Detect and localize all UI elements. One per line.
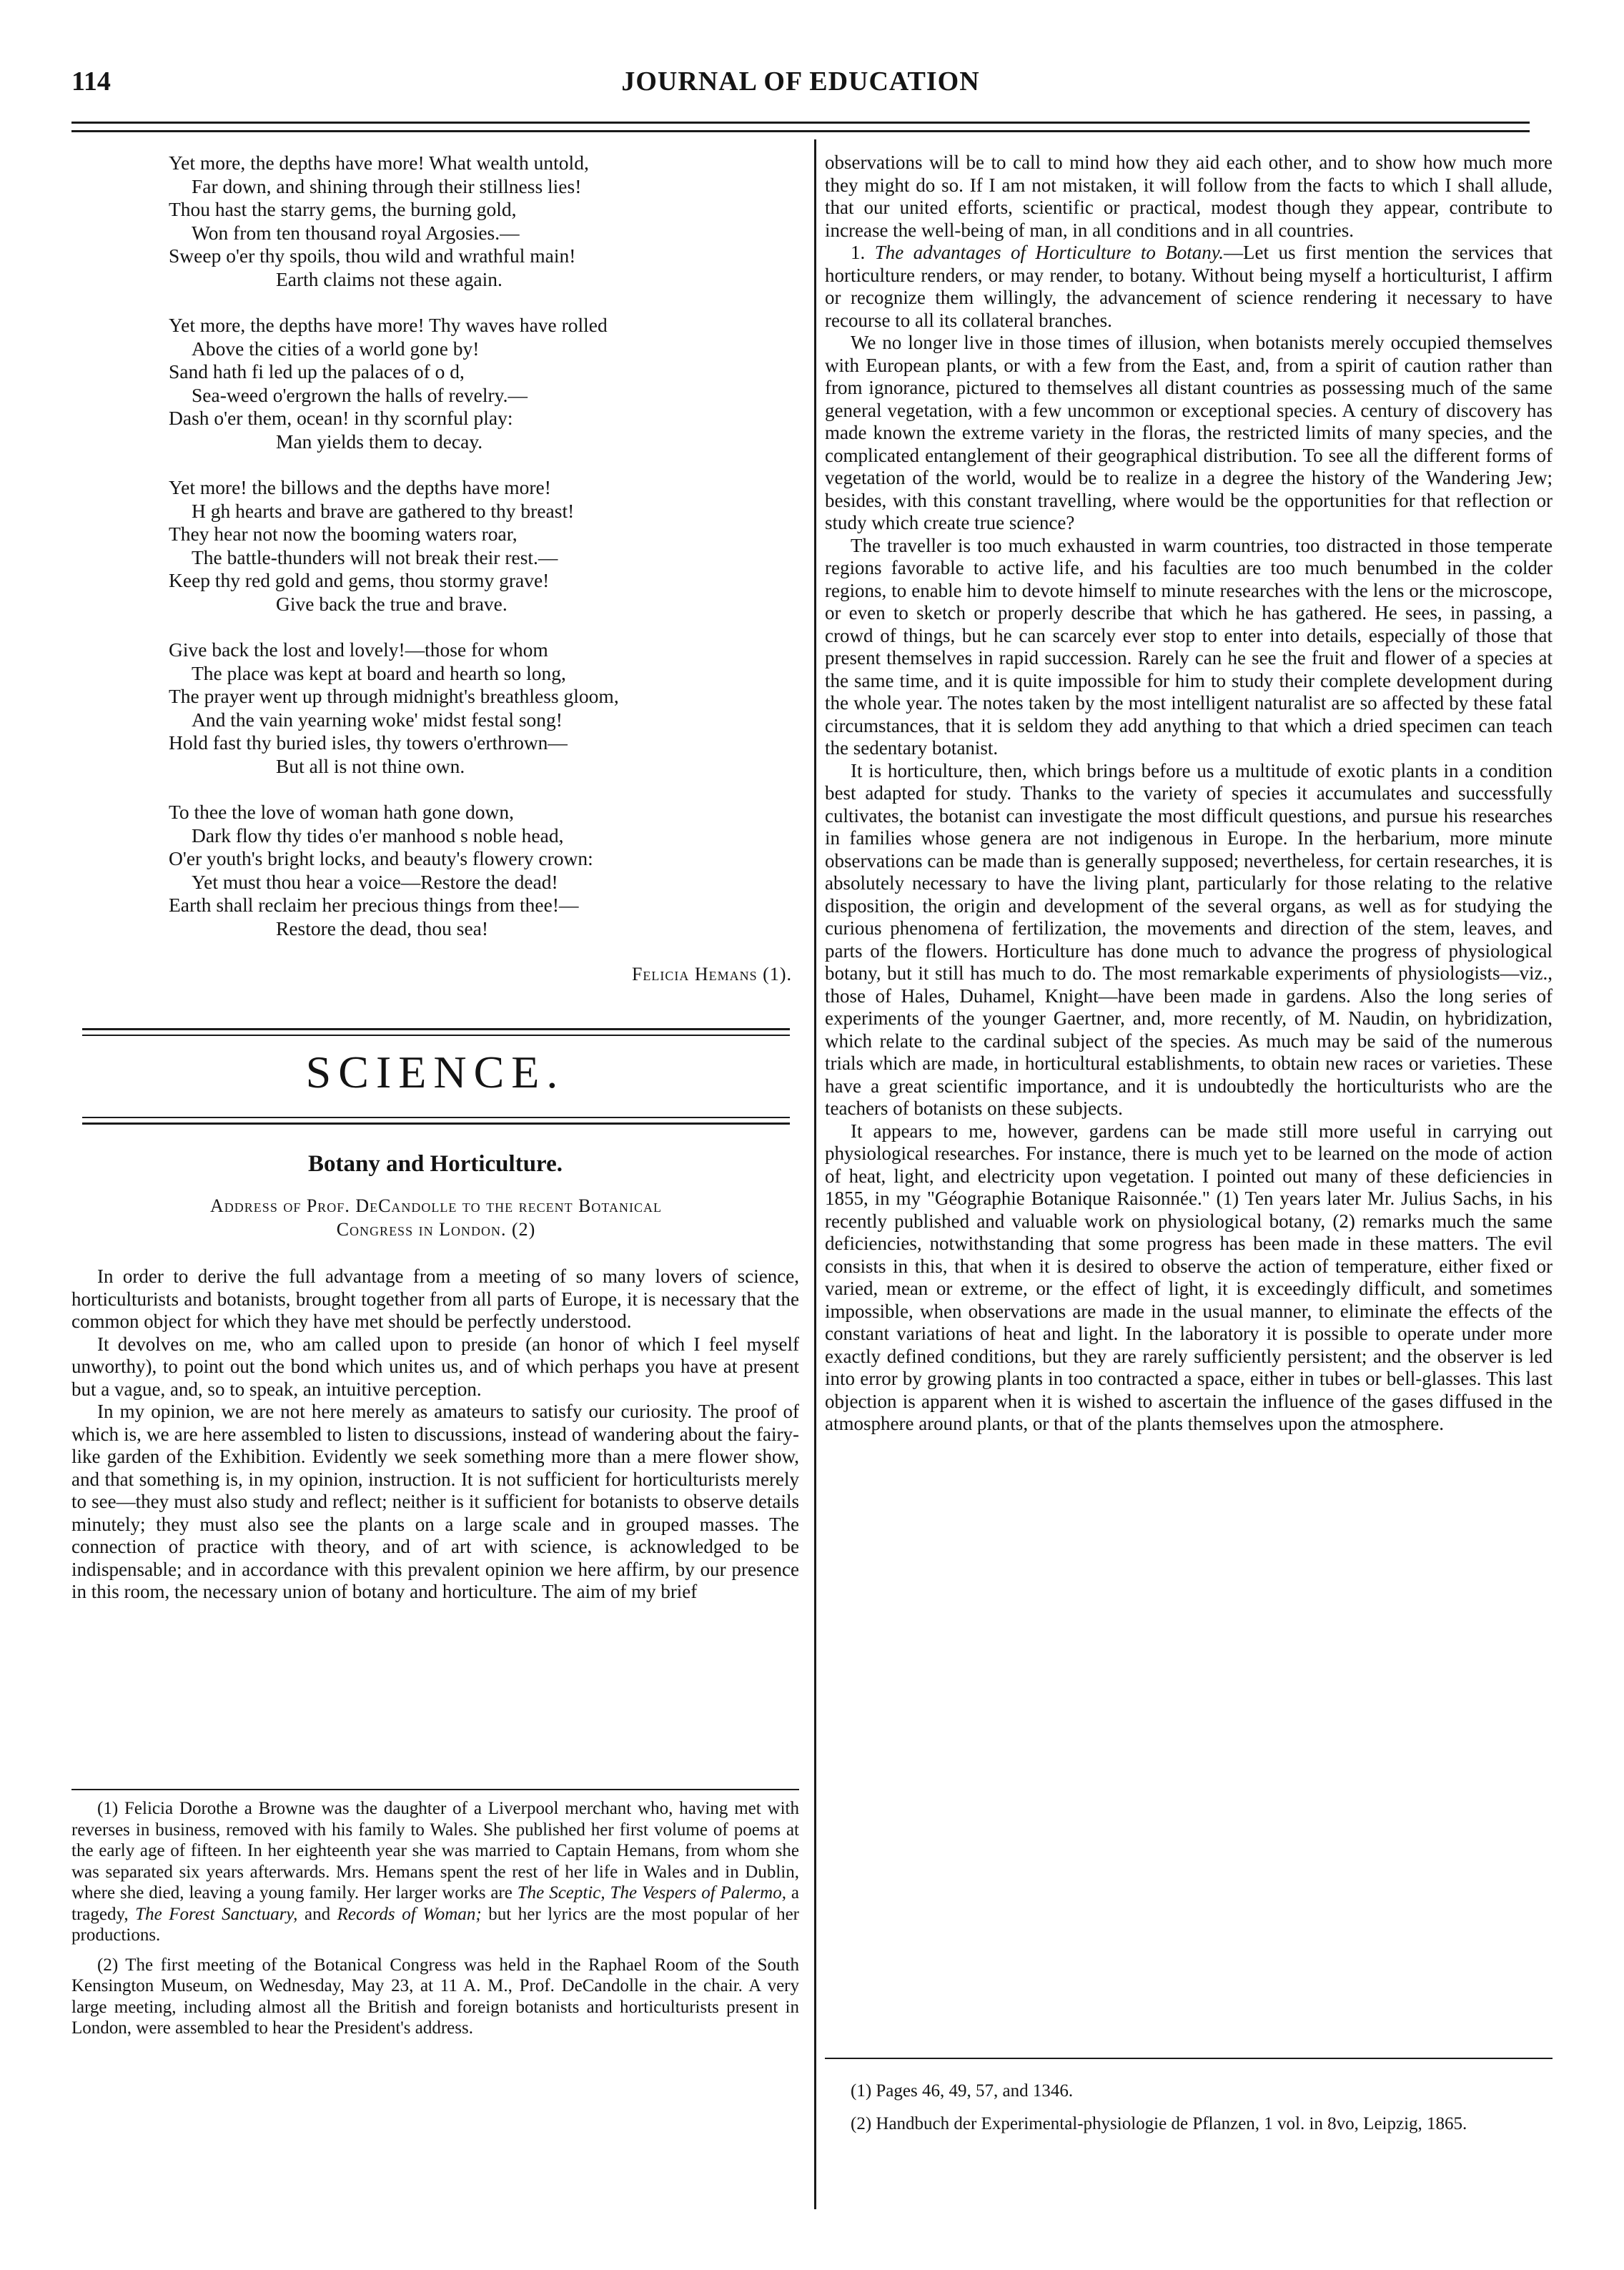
poem-line: The prayer went up through midnight's breathless gloom, — [169, 685, 619, 707]
poem-line: Won from ten thousand royal Argosies.— — [192, 221, 520, 244]
footnote-2: (2) The first meeting of the Botanical Congress was held in the Raphael Room of the South Kensington Museum, on Wednesday, May 23, at 11 A. M., Prof. DeCandolle in the chair. A very large meeting, including almost all the British and foreign botanists and horticulturists present in London, were assembled to hear the President's address. — [71, 1955, 799, 2038]
poem-line: Give back the true and brave. — [276, 592, 508, 615]
body-paragraph: We no longer live in those times of illusion, when botanists merely occupied themselves with European plants, or with a few from the East, and, from a spirit of caution rather than from ignorance, pictured to themselves all distant countries as possessing much of the same general vegetation, with a few uncommon or exceptional species. A century of discovery has made known the extreme variety in the floras, the restricted limits of many species, and the complicated entanglement of their geographical distribution. To see all the different forms of vegetation of the world, would be to realize in a degree the history of the Wandering Jew; besides, with this constant travelling, where would be the opportunities for that reflection or study which create true science? — [825, 332, 1553, 533]
body-paragraph: observations will be to call to mind how they aid each other, and to show how much more they might do so. If I am not mistaken, it will follow from the facts to which I shall allude, that our united efforts, scientific or practical, modest though they appear, contribute to increase the well-being of man, in all conditions and in all countries. — [825, 152, 1553, 241]
poem-stanza — [169, 314, 798, 453]
poem-line: Earth claims not these again. — [276, 267, 502, 290]
header-rule-bottom — [71, 130, 1530, 132]
section-rule-top — [82, 1028, 790, 1030]
article-subtitle-line-1: Address of Prof. DeCandolle to the recent Botanical — [210, 1195, 662, 1216]
article-subtitle-line-2: Congress in London. (2) — [336, 1219, 536, 1240]
right-column-body — [825, 152, 1553, 1436]
poem-stanza — [169, 152, 798, 291]
poem-line: The place was kept at board and hearth so long, — [192, 661, 566, 684]
footnote-right-2: (2) Handbuch der Experimental-physiologie de Pflanzen, 1 vol. in 8vo, Leipzig, 1865. — [851, 2113, 1467, 2133]
poem-line: Sand hath fi led up the palaces of o d, — [169, 360, 465, 383]
article-subtitle — [93, 1194, 779, 1241]
poem-line: Far down, and shining through their stillness lies! — [192, 174, 582, 197]
column-divider — [814, 139, 816, 2209]
poem-stanza — [169, 638, 798, 778]
poem-stanza — [169, 476, 798, 616]
poem-line: Give back the lost and lovely!—those for whom — [169, 638, 548, 661]
poem-line: Above the cities of a world gone by! — [192, 337, 480, 360]
poem — [169, 152, 798, 987]
page-number: 114 — [71, 66, 111, 97]
body-paragraph: The traveller is too much exhausted in warm countries, too distracted in those temperate regions favorable to active life, and his faculties are too much benumbed in the colder regions, to enable him to devote himself to minute researches with the lens or the microscope, or even to sketch or properly describe that which he has gathered. He sees, in passing, a crowd of things, but he can scarcely ever stop to enter into details, especially of those that present themselves in rapid succession. Rarely can he see the fruit and flower of a species at the same time, and it is quite impossible for him to study their complete development during the whole year. The notes taken by the most intelligent naturalist are so affected by these fatal circumstances, that it is seldom they add anything to that which a dried specimen can teach the sedentary botanist. — [825, 534, 1553, 759]
left-footnotes — [71, 1798, 799, 2042]
header-rule-top — [71, 122, 1530, 124]
poem-line: Restore the dead, thou sea! — [276, 917, 489, 939]
poem-line: Dark flow thy tides o'er manhood s noble head, — [192, 824, 564, 847]
poem-line: Man yields them to decay. — [276, 430, 483, 453]
poem-line: Keep thy red gold and gems, thou stormy grave! — [169, 569, 550, 591]
section-rule-bottom — [82, 1117, 790, 1118]
poem-stanzas — [169, 152, 798, 940]
poem-line: Yet more, the depths have more! Thy waves have rolled — [169, 314, 608, 336]
page-header — [71, 66, 1530, 109]
right-footnotes — [825, 2081, 1553, 2137]
poem-line: The battle-thunders will not break their rest.— — [192, 546, 558, 568]
body-paragraph: It appears to me, however, gardens can be made still more useful in carrying out physiological researches. For instance, there is much yet to be learned on the mode of action of heat, light, and electricity upon vegetation. I pointed out many of these deficiencies in 1855, in my "Géographie Botanique Raisonnée." (1) Ten years later Mr. Julius Sachs, in his recently published and valuable work on physiological botany, (2) remarks much the same deficiencies, notwithstanding that some progress has been made in these matters. The evil consists in this, that when it is desired to observe the action of temperature, either fixed or varied, mean or extreme, or the effect of light, it is exceedingly difficult, and sometimes impossible, when observations are made in the usual manner, to eliminate the effects of the constant variations of heat and light. In the laboratory it is possible to operate under more exactly defined conditions, but they are rarely sufficiently persistent; and the observer is led into error by growing plants in too contracted a space, either in tubes or bell-glasses. This last objection is apparent when it is wished to ascertain the influence of the gases diffused in the atmosphere around plants, or that of the plants themselves upon the atmosphere. — [825, 1120, 1553, 1434]
poem-line: And the vain yearning woke' midst festal song! — [192, 708, 563, 731]
poem-line: Dash o'er them, ocean! in thy scornful play: — [169, 407, 513, 429]
poem-line: Sea-weed o'ergrown the halls of revelry.— — [192, 383, 528, 406]
poem-line: Sweep o'er thy spoils, thou wild and wrathful main! — [169, 245, 576, 267]
poem-line: Hold fast thy buried isles, thy towers o'erthrown— — [169, 731, 568, 754]
poem-line: Yet must thou hear a voice—Restore the dead! — [192, 870, 558, 893]
footnote-rule-left — [71, 1789, 799, 1790]
poem-stanza — [169, 801, 798, 940]
body-paragraph: It is horticulture, then, which brings before us a multitude of exotic plants in a condition best adapted for study. Thanks to the variety of species it accumulates and successfully cultivates, the botanist can investigate the most difficult questions, and pursue his researches in families whose genera are not indigenous in Europe. In the herbarium, more minute observations can be made than is generally supposed; nevertheless, for certain researches, it is absolutely necessary to have the living plant, particularly for those relating to the relative disposition, the origin and development of the several organs, as well as for studying the curious phenomena of fertilization, the movements and direction of the stem, leaves, and parts of the flowers. Horticulture has done much to advance the progress of physiological botany, but it still has much to do. The most remarkable experiments of physiologists—viz., those of Hales, Duhamel, Knight—have been made in gardens. Also the long series of experiments of the younger Gaertner, and, more recently, of M. Naudin, on hybridization, which relate to the cardinal subject of the species. As much may be said of the numerous trials which are made, in horticultural establishments, to obtain new races or varieties. These have a great scientific importance, and it is undoubtedly the horticulturists who are the teachers of botanists on these subjects. — [825, 759, 1553, 1119]
footnote-1: (1) Felicia Dorothe a Browne was the daughter of a Liverpool merchant who, having met with reverses in business, removed with his family to Wales. She published her first volume of poems at the early age of fifteen. In her eighteenth year she was married to Captain Hemans, from whom she was separated six years afterwards. Mrs. Hemans spent the rest of her life in Wales and in Dublin, where she died, leaving a young family. Her larger works are The Sceptic, The Vespers of Palermo, a tragedy, The Forest Sanctuary, and Records of Woman; but her lyrics are the most popular of her productions. — [71, 1799, 800, 1945]
poem-line: Thou hast the starry gems, the burning gold, — [169, 198, 517, 220]
section-rule-top-2 — [82, 1035, 790, 1036]
article-title: Botany and Horticulture. — [308, 1151, 563, 1177]
section-rule-bottom-2 — [82, 1122, 790, 1125]
poem-line: They hear not now the booming waters roar, — [169, 523, 518, 545]
footnote-right-1: (1) Pages 46, 49, 57, and 1346. — [851, 2081, 1074, 2101]
body-paragraph: In order to derive the full advantage from a meeting of so many lovers of science, horticulturists and botanists, brought together from all parts of Europe, it is necessary that the common object for which they have met should be perfectly understood. — [71, 1265, 799, 1332]
body-paragraph: 1. The advantages of Horticulture to Botany.—Let us first mention the services that horticulture renders, or may render, to botany. Without being myself a horticulturist, I affirm or recognize them willingly, the advancement of science rendering it necessary to have recourse to all its collateral branches. — [825, 242, 1553, 331]
poem-line: Earth shall reclaim her precious things from thee!— — [169, 894, 579, 916]
poem-line: But all is not thine own. — [276, 754, 465, 777]
poem-line: Yet more, the depths have more! What wealth untold, — [169, 152, 589, 174]
poem-line: O'er youth's bright locks, and beauty's flowery crown: — [169, 847, 593, 869]
footnote-rule-right — [825, 2058, 1553, 2059]
journal-title: JOURNAL OF EDUCATION — [621, 66, 980, 97]
poem-line: Yet more! the billows and the depths have more! — [169, 476, 551, 498]
poem-author: Felicia Hemans (1). — [631, 964, 792, 985]
body-paragraph: It devolves on me, who am called upon to preside (an honor of which I feel myself unworthy), to point out the bond which unites us, and of which perhaps you have at present but a vague, and, so to speak, an intuitive perception. — [71, 1333, 799, 1400]
body-paragraph: In my opinion, we are not here merely as amateurs to satisfy our curiosity. The proof of which is, we are here assembled to listen to discussions, instead of wandering about the fairy-like garden of the Exhibition. Evidently we seek something more than a mere flower show, and that something is, in my opinion, instruction. It is not sufficient for horticulturists merely to see—they must also study and reflect; neither is it sufficient for botanists to observe details minutely; they must also see the plants on a large scale and in grouped masses. The connection of practice with theory, and of art with science, is acknowledged to be indispensable; and in accordance with this prevalent opinion we here affirm, by our presence in this room, the necessary union of botany and horticulture. The aim of my brief — [71, 1401, 799, 1602]
left-column-body — [71, 1265, 799, 1604]
poem-line: H gh hearts and brave are gathered to thy breast! — [192, 499, 575, 522]
section-title: SCIENCE. — [305, 1047, 565, 1097]
poem-line: To thee the love of woman hath gone down, — [169, 801, 515, 823]
